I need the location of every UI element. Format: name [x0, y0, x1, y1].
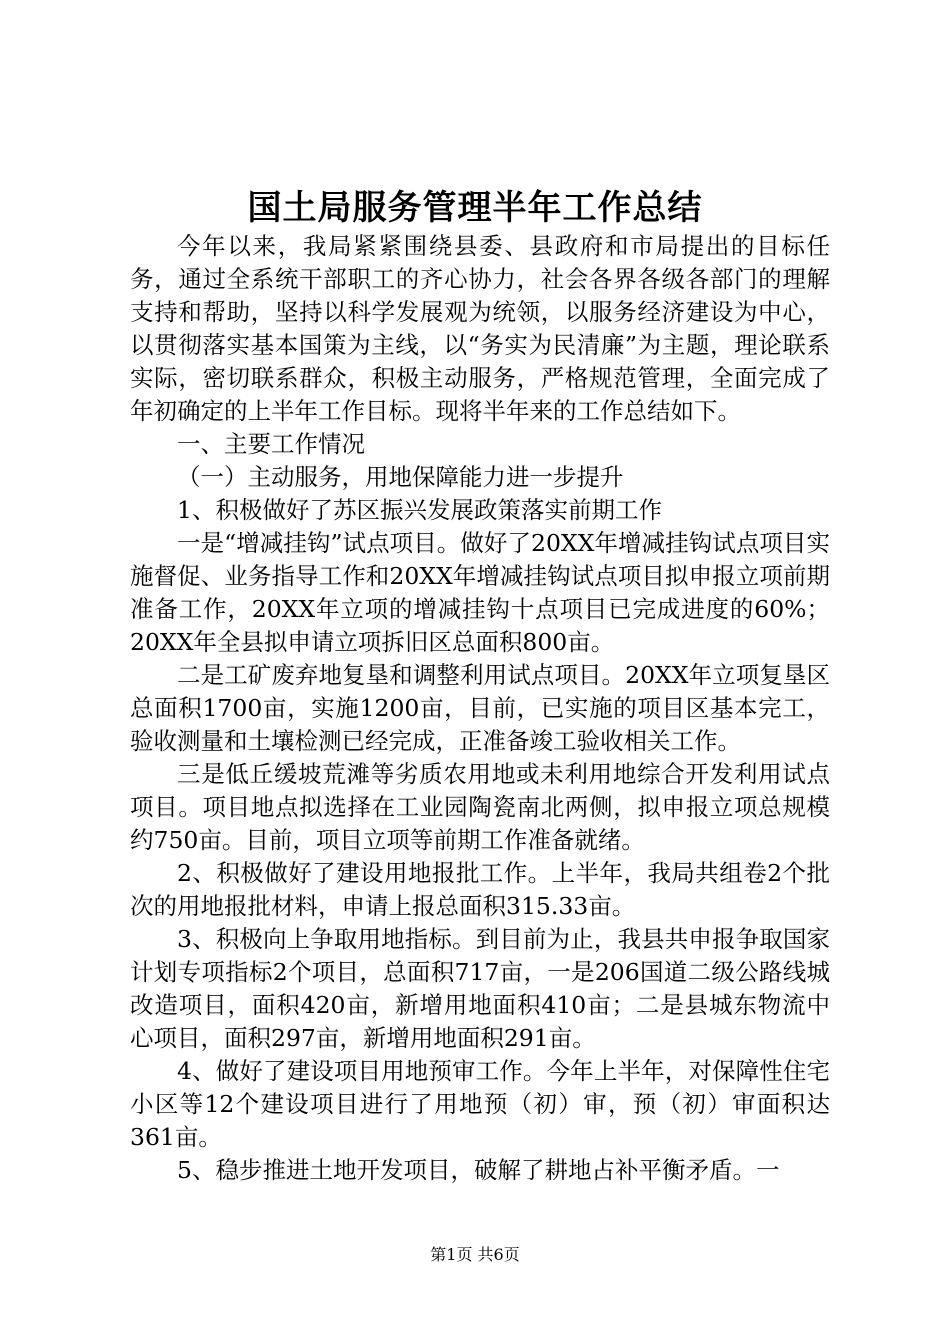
item-1-heading: 1、积极做好了苏区振兴发展政策落实前期工作 — [177, 496, 662, 524]
subheading-service: （一）主动服务，用地保障能力进一步提升 — [177, 463, 624, 491]
paragraph-item-1-three: 三是低丘缓坡荒滩等劣质农用地或未利用地综合开发利用试点项目。项目地点拟选择在工业园陶瓷南北两侧，拟申报立项总规模约750亩。目前，项目立项等前期工作准备就绪。 — [130, 760, 830, 854]
paragraph-item-1-two: 二是工矿废弃地复垦和调整利用试点项目。20XX年立项复垦区总面积1700亩，实施1200亩，目前，已实施的项目区基本完工，验收测量和土壤检测已经完成，正准备竣工验收相关工作。 — [130, 661, 830, 755]
heading-main-work: 一、主要工作情况 — [177, 430, 365, 458]
page-footer: 第1页 共6页 — [430, 1245, 520, 1264]
paragraph-intro: 今年以来，我局紧紧围绕县委、县政府和市局提出的目标任务，通过全系统干部职工的齐心协力，社会各界各级各部门的理解支持和帮助，坚持以科学发展观为统领，以服务经济建设为中心，以贯彻落实基本国策为主线，以“务实为民清廉”为主题，理论联系实际，密切联系群众，积极主动服务，严格规范管理，全面完成了年初确定的上半年工作目标。现将半年来的工作总结如下。 — [130, 232, 830, 425]
paragraph-item-3: 3、积极向上争取用地指标。到目前为止，我县共申报争取国家计划专项指标2个项目，总面积717亩，一是206国道二级公路线城改造项目，面积420亩，新增用地面积410亩；二是县城东物流中心项目，面积297亩，新增用地面积291亩。 — [130, 925, 830, 1052]
document-title: 国土局服务管理半年工作总结 — [247, 188, 703, 228]
document-body — [130, 230, 830, 1187]
paragraph-item-5: 5、稳步推进土地开发项目，破解了耕地占补平衡矛盾。一 — [177, 1156, 780, 1184]
paragraph-item-4: 4、做好了建设项目用地预审工作。今年上半年，对保障性住宅小区等12个建设项目进行了用地预（初）审，预（初）审面积达361亩。 — [130, 1057, 830, 1151]
paragraph-item-1-one: 一是“增减挂钩”试点项目。做好了20XX年增减挂钩试点项目实施督促、业务指导工作和20XX年增减挂钩试点项目拟申报立项前期准备工作，20XX年立项的增减挂钩十点项目已完成进度的60%；20XX年全县拟申请立项拆旧区总面积800亩。 — [130, 529, 830, 656]
paragraph-item-2: 2、积极做好了建设用地报批工作。上半年，我局共组卷2个批次的用地报批材料，申请上报总面积315.33亩。 — [130, 859, 830, 920]
